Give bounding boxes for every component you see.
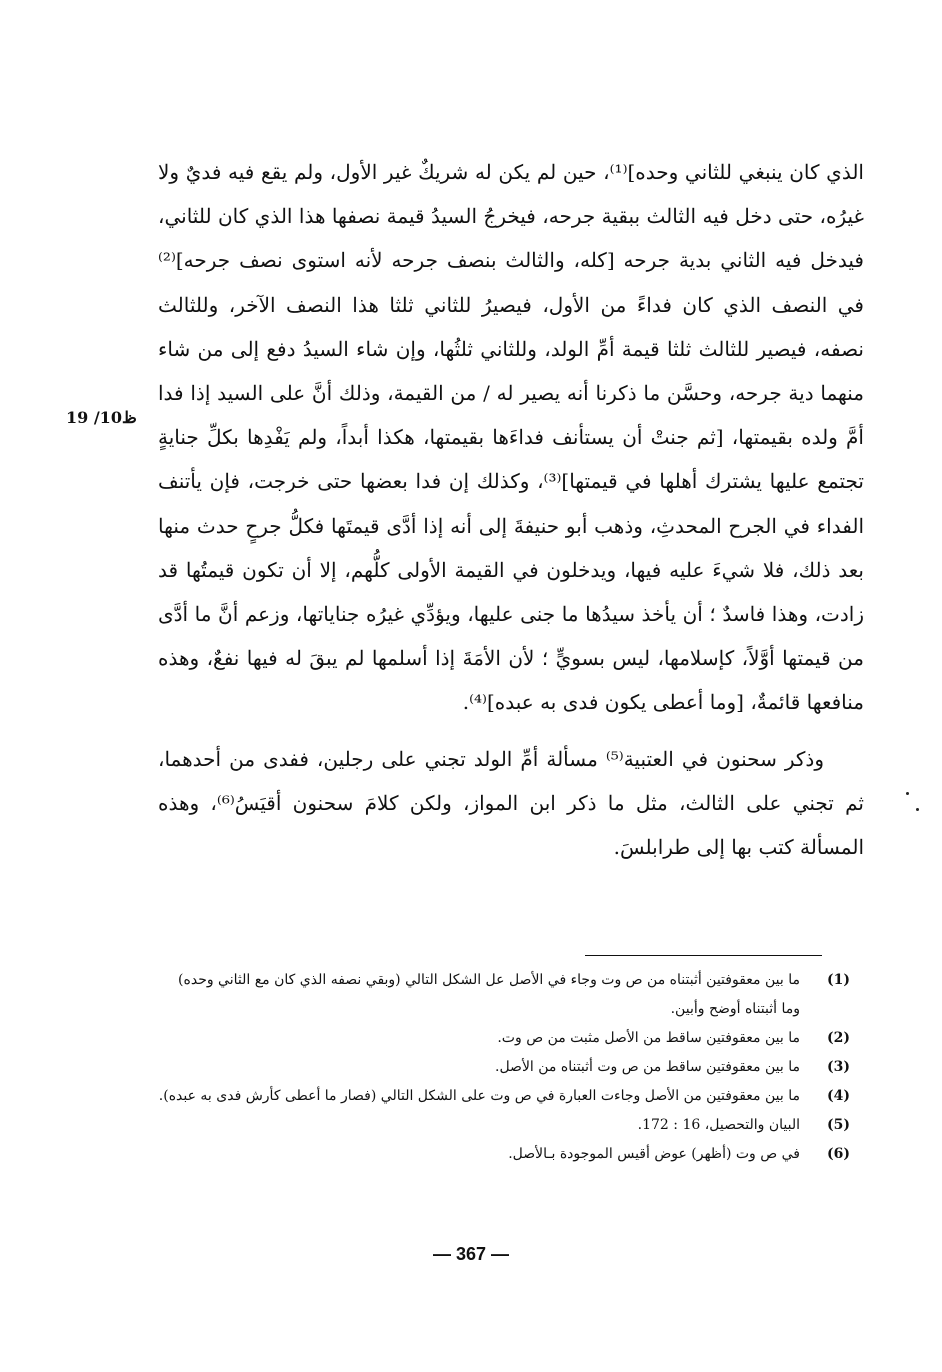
speck-mark: [916, 808, 919, 811]
footnote-item: [158, 1053, 864, 1082]
footnote-text: ما بين معقوفتين من الأصل وجاءت العبارة في ص وت على الشكل التالي (فصار ما أعطى كأرش فدى به عبده).: [158, 1088, 800, 1104]
footnote-text: ما بين معقوفتين أثبتناه من ص وت وجاء في الأصل عل الشكل التالي (وبقي نصفه الذي كان مع الثاني وحده) وما أثبتناه أوضح وأبين.: [178, 972, 800, 1017]
footnote-number: (2): [827, 1030, 850, 1046]
footnote-number: (3): [827, 1059, 850, 1075]
footnote-divider: [585, 955, 822, 956]
footnote-number: (5): [827, 1117, 850, 1133]
manuscript-folio-note: 19 /10ظ: [66, 408, 137, 427]
footnote-item: [158, 966, 864, 1024]
footnote-text: في ص وت (أظهر) عوض أقيس الموجودة بـالأصل.: [508, 1146, 800, 1162]
footnote-item: [158, 1024, 864, 1053]
footnotes-list: [158, 966, 864, 1169]
paragraph-1: الذي كان ينبغي للثاني وحده]⁽¹⁾، حين لم يكن له شريكٌ غير الأول، ولم يقع فيه فديٌ ولا غيرُه، حتى دخل فيه الثالث ببقية جرحه، فيخرجُ السيدُ قيمة نصفها هذا الذي كان للثاني، فيدخل فيه الثاني بدية جرحه [كله، والثالث بنصف جرحه لأنه استوى نصف جرحه]⁽²⁾ في النصف الذي كان فداءً من الأول، فيصيرُ للثاني ثلثا هذا النصف الآخر، وللثالث نصفه، فيصير للثالث ثلثا قيمة أمِّ الولد، وللثاني ثلثُها، وإن شاء السيدُ دفع إلى من شاء منهما دية جرحه، وحسَّن ما ذكرنا أنه يصير له / من القيمة، وذلك أنَّ على السيد إذا فدا أمَّ ولده بقيمتها، [ثم جنتْ أن يستأنف فداءَها بقيمتها، هكذا أبداً، ولم يَفْدِها بكلِّ جنايةٍ تجتمع عليها يشترك أهلها في قيمتها]⁽³⁾، وكذلك إن فدا بعضها حتى خرجت، فإن يأتنف الفداء في الجرح المحدثِ، وذهب أبو حنيفةَ إلى أنه إذا أدَّى قيمتَها فكلُّ جرحٍ حدث منها بعد ذلك، فلا شيءَ عليه فيها، ويدخلون في القيمة الأولى كلُّهم، إلا أن تكون قيمتُها قد زادت، وهذا فاسدٌ ؛ أن يأخذ سيدُها ما جنى عليها، ويؤدِّي غيرُه جناياتها، وزعم أنَّ ما أدَّى من قيمتها أوَّلاً، كإسلامها، ليس بسويٍّ ؛ لأن الأمَةَ إذا أسلمها لم يبقَ له فيها نفعٌ، وهذه منافعها قائمةٌ، [وما أعطى يكون فدى به عبده]⁽⁴⁾.: [158, 160, 864, 715]
footnote-number: (4): [827, 1088, 850, 1104]
footnote-item: [158, 1082, 864, 1111]
footnote-text: البيان والتحصيل، 16 : 172.: [637, 1117, 800, 1133]
paragraph-2: وذكر سحنون في العتبية⁽⁵⁾ مسألة أمِّ الولد تجني على رجلين، ففدى من أحدهما، ثم تجني على الثالث، مثل ما ذكر ابن المواز، ولكن كلامَ سحنون أقيَسُ⁽⁶⁾، وهذه المسألة كتب بها إلى طرابلسَ.: [158, 746, 864, 860]
page-number: — 367 —: [432, 1244, 510, 1264]
footnote-text: ما بين معقوفتين ساقط من ص وت أثبتناه من الأصل.: [495, 1059, 800, 1075]
footnote-text: ما بين معقوفتين ساقط من الأصل مثبت من ص وت.: [497, 1030, 800, 1046]
footnote-number: (6): [827, 1146, 850, 1162]
footnote-number: (1): [827, 972, 850, 988]
footnote-item: [158, 1140, 864, 1169]
speck-mark: [906, 792, 909, 795]
main-text: [158, 150, 864, 869]
footnote-item: [158, 1111, 864, 1140]
